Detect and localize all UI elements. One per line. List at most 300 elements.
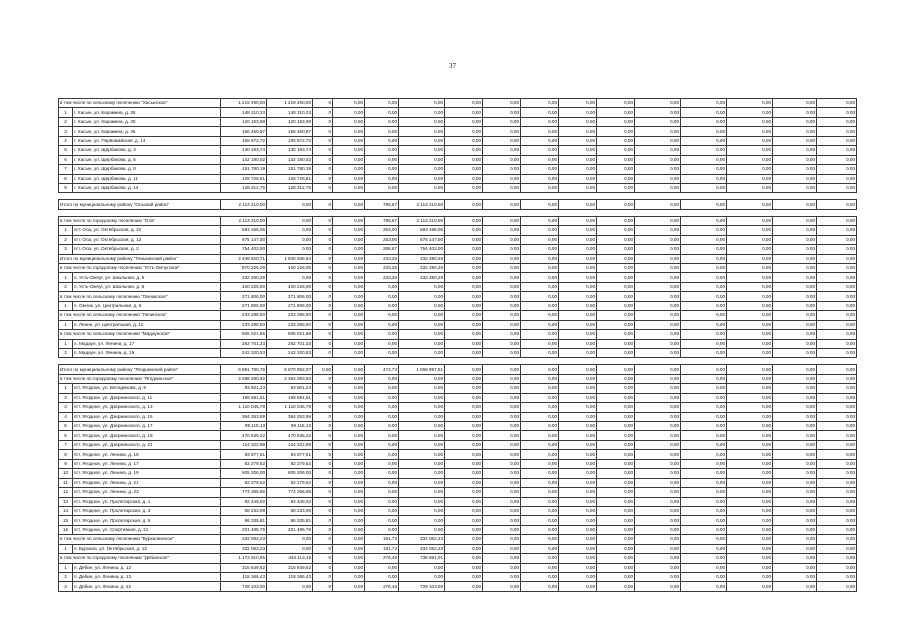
value-cell: 0,00: [635, 393, 681, 402]
value-cell: 0,00: [365, 330, 399, 339]
address-cell: пгт. Ягодное, ул. Дзержинского, д. 17: [73, 422, 221, 431]
value-cell: 0,00: [399, 431, 445, 440]
value-cell: 0,00: [445, 226, 483, 235]
value-cell: 729 103,00: [221, 582, 267, 591]
value-cell: 0,00: [333, 245, 365, 254]
value-cell: 86 335,81: [221, 516, 267, 525]
value-cell: 0,00: [445, 320, 483, 329]
value-cell: 0,00: [521, 348, 559, 357]
value-cell: 0,00: [817, 155, 857, 164]
value-cell: 0,00: [773, 339, 817, 348]
table-body: [59, 99, 857, 592]
value-cell: 0,00: [773, 348, 817, 357]
value-cell: 0,00: [727, 431, 773, 440]
value-cell: 0,00: [817, 99, 857, 108]
value-cell: 130 193,74: [221, 146, 267, 155]
row-number: 1: [59, 320, 73, 329]
value-cell: 0,00: [365, 127, 399, 136]
value-cell: 332 280,29: [221, 273, 267, 282]
value-cell: 0,00: [773, 582, 817, 591]
value-cell: 0,00: [635, 403, 681, 412]
row-number: 9: [59, 459, 73, 468]
value-cell: 0,00: [597, 216, 635, 225]
table-row: [59, 431, 857, 440]
value-cell: 0,00: [559, 403, 597, 412]
value-cell: 0: [313, 146, 333, 155]
value-cell: 0,00: [559, 264, 597, 273]
value-cell: 0,00: [333, 348, 365, 357]
value-cell: 0,00: [597, 582, 635, 591]
value-cell: 0,00: [399, 99, 445, 108]
value-cell: 0,00: [521, 374, 559, 383]
value-cell: 0,00: [445, 254, 483, 263]
value-cell: 2 113 210,00: [399, 216, 445, 225]
value-cell: 86 335,81: [267, 516, 313, 525]
value-cell: 0,00: [635, 146, 681, 155]
value-cell: 0,00: [483, 525, 521, 534]
value-cell: 0,00: [817, 554, 857, 563]
value-cell: 0,00: [727, 339, 773, 348]
value-cell: 0,00: [635, 365, 681, 374]
value-cell: 0,00: [773, 403, 817, 412]
row-number: 7: [59, 440, 73, 449]
value-cell: 0,00: [681, 235, 727, 244]
value-cell: 0,00: [681, 127, 727, 136]
value-cell: 0,00: [817, 582, 857, 591]
value-cell: 0,00: [333, 127, 365, 136]
value-cell: 0,00: [727, 459, 773, 468]
value-cell: 93 501,23: [221, 384, 267, 393]
value-cell: 0,00: [445, 525, 483, 534]
value-cell: 0,00: [727, 226, 773, 235]
value-cell: 0,00: [521, 431, 559, 440]
value-cell: 0: [313, 245, 333, 254]
value-cell: 420 226,00: [267, 282, 313, 291]
value-cell: 0,00: [681, 374, 727, 383]
value-cell: 0,00: [445, 99, 483, 108]
value-cell: 0,00: [521, 563, 559, 572]
value-cell: 0,00: [333, 573, 365, 582]
value-cell: 0,00: [727, 403, 773, 412]
value-cell: 0,00: [399, 488, 445, 497]
value-cell: 0,00: [399, 165, 445, 174]
value-cell: 0,00: [399, 146, 445, 155]
value-cell: 0,00: [483, 573, 521, 582]
table-row: [59, 488, 857, 497]
value-cell: 0: [313, 563, 333, 572]
value-cell: 0,00: [483, 273, 521, 282]
value-cell: 0,00: [635, 450, 681, 459]
value-cell: 0,00: [521, 254, 559, 263]
value-cell: 0,00: [597, 563, 635, 572]
value-cell: 0,00: [365, 292, 399, 301]
value-cell: 0,00: [597, 339, 635, 348]
value-cell: 0,00: [365, 506, 399, 515]
value-cell: 0,00: [333, 488, 365, 497]
value-cell: 93 977,61: [267, 450, 313, 459]
value-cell: 0,00: [817, 273, 857, 282]
value-cell: 0,00: [559, 117, 597, 126]
address-cell: п. Омчак, ул. Центральная, д. 5: [73, 301, 221, 310]
value-cell: 0,00: [773, 320, 817, 329]
table-row: [59, 348, 857, 357]
value-cell: 0,00: [483, 226, 521, 235]
value-cell: 82 279,52: [221, 478, 267, 487]
value-cell: 0,00: [399, 497, 445, 506]
subtotal-row: [59, 292, 857, 301]
value-cell: 0,00: [817, 412, 857, 421]
value-cell: 0,00: [727, 440, 773, 449]
value-cell: 0,00: [727, 200, 773, 209]
value-cell: 0,00: [399, 348, 445, 357]
section-title: в том числе по сельскому поселению "Ленинское": [59, 311, 221, 320]
value-cell: 0: [313, 200, 333, 209]
value-cell: 0,00: [399, 563, 445, 572]
subtotal-row: [59, 330, 857, 339]
address-cell: пгт. Ягодное, ул. Ленина, д. 15: [73, 450, 221, 459]
value-cell: 0,00: [597, 301, 635, 310]
value-cell: 0,00: [483, 174, 521, 183]
value-cell: 0,00: [727, 582, 773, 591]
value-cell: 0,00: [333, 563, 365, 572]
value-cell: 0,00: [817, 226, 857, 235]
value-cell: 124 322,98: [267, 440, 313, 449]
value-cell: 0,00: [681, 245, 727, 254]
value-cell: 774 266,66: [221, 488, 267, 497]
value-cell: 0,00: [773, 165, 817, 174]
value-cell: 0,00: [727, 235, 773, 244]
value-cell: 0,00: [559, 282, 597, 291]
value-cell: 0,00: [773, 469, 817, 478]
value-cell: 0,00: [399, 440, 445, 449]
value-cell: 0,00: [635, 422, 681, 431]
value-cell: 0,00: [399, 478, 445, 487]
value-cell: 0,00: [333, 516, 365, 525]
value-cell: 0,00: [635, 374, 681, 383]
value-cell: 0,00: [483, 146, 521, 155]
value-cell: 332 280,29: [399, 254, 445, 263]
value-cell: 0,00: [773, 264, 817, 273]
value-cell: 0,00: [727, 393, 773, 402]
table-row: [59, 117, 857, 126]
value-cell: 0,00: [817, 339, 857, 348]
value-cell: 0: [313, 348, 333, 357]
value-cell: 0,00: [773, 393, 817, 402]
value-cell: 242 320,53: [267, 348, 313, 357]
value-cell: 82 279,52: [221, 459, 267, 468]
value-cell: 0,00: [267, 235, 313, 244]
value-cell: 0,00: [817, 403, 857, 412]
value-cell: 0,00: [817, 535, 857, 544]
value-cell: 0,00: [681, 535, 727, 544]
value-cell: 0,00: [773, 384, 817, 393]
value-cell: 332 062,23: [399, 535, 445, 544]
value-cell: 0: [313, 384, 333, 393]
address-cell: пгт. Ягодное, ул. Дзержинского, д. 15: [73, 412, 221, 421]
value-cell: 0,00: [445, 136, 483, 145]
address-cell: г. Хасын, ул. Щербакова, д. 5: [73, 155, 221, 164]
value-cell: 420 226,00: [221, 282, 267, 291]
value-cell: 130 193,74: [267, 146, 313, 155]
value-cell: 0,00: [597, 273, 635, 282]
value-cell: 0,00: [597, 146, 635, 155]
value-cell: 0,00: [597, 127, 635, 136]
value-cell: 332 062,23: [221, 535, 267, 544]
value-cell: 0,00: [559, 497, 597, 506]
table-row: [59, 478, 857, 487]
value-cell: 0,00: [773, 301, 817, 310]
value-cell: 0,00: [635, 554, 681, 563]
address-cell: пгт. Ягодное, ул. Спортивная, д. 21: [73, 525, 221, 534]
value-cell: 0,00: [521, 174, 559, 183]
value-cell: 0,00: [521, 282, 559, 291]
row-number: 9: [59, 183, 73, 192]
section-title: в том числе по сельскому поселению "Омчакское": [59, 292, 221, 301]
value-cell: 0,00: [773, 254, 817, 263]
value-cell: 0,00: [333, 282, 365, 291]
address-cell: г. Хасын, ул. Карамина, д. 28: [73, 108, 221, 117]
value-cell: 0,00: [635, 136, 681, 145]
value-cell: 2 354 293,92: [267, 374, 313, 383]
value-cell: 0,00: [559, 226, 597, 235]
value-cell: 0,00: [773, 450, 817, 459]
value-cell: 332 280,29: [399, 273, 445, 282]
value-cell: 0,00: [399, 183, 445, 192]
value-cell: 0,00: [559, 469, 597, 478]
table-row: [59, 108, 857, 117]
row-number: 4: [59, 412, 73, 421]
value-cell: 0,00: [445, 403, 483, 412]
value-cell: 0,00: [445, 412, 483, 421]
value-cell: 0,00: [635, 301, 681, 310]
value-cell: 0,00: [521, 525, 559, 534]
value-cell: 0,00: [445, 146, 483, 155]
value-cell: 0,00: [727, 273, 773, 282]
value-cell: 0,00: [399, 136, 445, 145]
value-cell: 0,00: [727, 516, 773, 525]
address-cell: г. Хасын, ул. Первомайская, д. 14: [73, 136, 221, 145]
value-cell: 151 780,19: [267, 165, 313, 174]
value-cell: 0,00: [727, 497, 773, 506]
value-cell: 0,00: [521, 311, 559, 320]
value-cell: 0,00: [399, 301, 445, 310]
value-cell: 0,00: [445, 292, 483, 301]
value-cell: 0,00: [773, 200, 817, 209]
value-cell: 0,00: [559, 311, 597, 320]
value-cell: 0,00: [635, 582, 681, 591]
value-cell: 0,00: [333, 311, 365, 320]
subtotal-row: [59, 374, 857, 383]
value-cell: 0,00: [635, 440, 681, 449]
value-cell: 0,00: [445, 393, 483, 402]
row-number: 3: [59, 245, 73, 254]
value-cell: 0,00: [365, 573, 399, 582]
row-number: 2: [59, 235, 73, 244]
value-cell: 0,00: [365, 348, 399, 357]
value-cell: 0,00: [681, 573, 727, 582]
value-cell: 2 113 210,00: [221, 200, 267, 209]
table-row: [59, 245, 857, 254]
value-cell: 0,00: [445, 330, 483, 339]
value-cell: 0: [313, 459, 333, 468]
table-row: [59, 226, 857, 235]
value-cell: 0,00: [635, 200, 681, 209]
value-cell: 0,00: [559, 506, 597, 515]
value-cell: 1 940 336,54: [267, 254, 313, 263]
value-cell: 271 806,00: [267, 301, 313, 310]
address-cell: г. Хасын, ул. Карамина, д. 40: [73, 117, 221, 126]
address-cell: пгт. Ола, ул. Октябрьская, д. 2: [73, 245, 221, 254]
value-cell: 0,00: [597, 450, 635, 459]
value-cell: 0,00: [681, 348, 727, 357]
value-cell: 0,00: [681, 469, 727, 478]
table-row: [59, 412, 857, 421]
address-cell: п. Дебин, ул. Ленина, д. 22: [73, 582, 221, 591]
value-cell: 0,00: [365, 165, 399, 174]
value-cell: 0,00: [521, 245, 559, 254]
value-cell: 82 279,52: [267, 459, 313, 468]
value-cell: 0,00: [559, 146, 597, 155]
value-cell: 0,00: [483, 216, 521, 225]
value-cell: 774 266,66: [267, 488, 313, 497]
value-cell: 0,00: [483, 582, 521, 591]
value-cell: 0,00: [727, 146, 773, 155]
value-cell: 0,00: [773, 99, 817, 108]
value-cell: 0,00: [559, 374, 597, 383]
section-title: в том числе по городскому поселению "Ягоднинское": [59, 374, 221, 383]
value-cell: 420 226,00: [267, 264, 313, 273]
section-title: в том числе по сельскому поселению "Хасынское": [59, 99, 221, 108]
row-number: 3: [59, 127, 73, 136]
value-cell: 0,00: [445, 200, 483, 209]
value-cell: 0,00: [483, 108, 521, 117]
value-cell: 0,00: [681, 108, 727, 117]
value-cell: 0,00: [333, 155, 365, 164]
value-cell: 233 288,50: [221, 320, 267, 329]
value-cell: 0,00: [365, 450, 399, 459]
value-cell: 0,00: [483, 544, 521, 553]
value-cell: 0,00: [365, 422, 399, 431]
value-cell: 0,00: [817, 117, 857, 126]
value-cell: 0,00: [597, 488, 635, 497]
value-cell: 0,00: [727, 127, 773, 136]
value-cell: 0,00: [365, 174, 399, 183]
value-cell: 0,00: [365, 393, 399, 402]
value-cell: 0,00: [635, 431, 681, 440]
value-cell: 271 806,00: [221, 292, 267, 301]
value-cell: 0,00: [597, 506, 635, 515]
value-cell: 0: [313, 573, 333, 582]
value-cell: 0,00: [333, 554, 365, 563]
value-cell: 0,00: [597, 365, 635, 374]
value-cell: 93 501,23: [267, 384, 313, 393]
value-cell: 0: [313, 264, 333, 273]
value-cell: 0,00: [521, 544, 559, 553]
value-cell: 0,00: [483, 235, 521, 244]
value-cell: 0,00: [597, 544, 635, 553]
value-cell: 0,00: [773, 117, 817, 126]
value-cell: 0,00: [681, 365, 727, 374]
value-cell: 58 233,08: [221, 506, 267, 515]
value-cell: 332 062,23: [399, 544, 445, 553]
value-cell: 0,00: [333, 478, 365, 487]
value-cell: 0,00: [817, 506, 857, 515]
table-row: [59, 339, 857, 348]
value-cell: 0,00: [445, 544, 483, 553]
address-cell: г. Хасын, ул. Щербакова, д. 3: [73, 146, 221, 155]
value-cell: 0,00: [559, 254, 597, 263]
value-cell: 0,00: [681, 174, 727, 183]
value-cell: 0,00: [773, 245, 817, 254]
value-cell: 0,00: [483, 422, 521, 431]
value-cell: 0,00: [773, 374, 817, 383]
value-cell: 0,00: [635, 183, 681, 192]
row-number: 5: [59, 146, 73, 155]
table-row: [59, 146, 857, 155]
value-cell: 870 226,29: [221, 264, 267, 273]
value-cell: 0,00: [483, 311, 521, 320]
value-cell: 0,00: [681, 226, 727, 235]
section-title: в том числе по сельскому поселению "Мадаунское": [59, 330, 221, 339]
table-row: [59, 497, 857, 506]
value-cell: 0,00: [681, 403, 727, 412]
value-cell: 0,00: [635, 226, 681, 235]
value-cell: 0,00: [399, 108, 445, 117]
value-cell: 2 113 210,00: [399, 200, 445, 209]
value-cell: 0: [313, 403, 333, 412]
value-cell: 0,00: [445, 273, 483, 282]
address-cell: п. Бурхала, ул. Октябрьская, д. 12: [73, 544, 221, 553]
value-cell: 0,00: [635, 535, 681, 544]
value-cell: 0,00: [445, 183, 483, 192]
value-cell: 0,00: [559, 393, 597, 402]
value-cell: 0,00: [817, 320, 857, 329]
value-cell: 0,00: [635, 273, 681, 282]
value-cell: 0,00: [521, 365, 559, 374]
value-cell: 0,00: [483, 450, 521, 459]
value-cell: 0: [313, 301, 333, 310]
value-cell: 0,00: [727, 506, 773, 515]
value-cell: 142 190,02: [221, 155, 267, 164]
value-cell: 0,00: [773, 155, 817, 164]
value-cell: 0,00: [597, 348, 635, 357]
row-number: 10: [59, 469, 73, 478]
value-cell: 0,00: [559, 535, 597, 544]
value-cell: 0,00: [521, 554, 559, 563]
value-cell: 233 288,50: [267, 320, 313, 329]
value-cell: 151 780,19: [221, 165, 267, 174]
subtotal-row: [59, 554, 857, 563]
page-number: 37: [449, 62, 456, 70]
value-cell: 0,00: [333, 403, 365, 412]
value-cell: 0,00: [333, 582, 365, 591]
value-cell: 0,00: [365, 525, 399, 534]
value-cell: 0,00: [559, 459, 597, 468]
value-cell: 92 449,02: [221, 497, 267, 506]
value-cell: 0,00: [635, 254, 681, 263]
value-cell: 0,00: [817, 235, 857, 244]
value-cell: 0,00: [483, 245, 521, 254]
value-cell: 0,00: [727, 216, 773, 225]
value-cell: 0,00: [365, 563, 399, 572]
value-cell: 0,00: [365, 301, 399, 310]
value-cell: 0,00: [597, 497, 635, 506]
value-cell: 0,00: [521, 320, 559, 329]
value-cell: 0,00: [727, 99, 773, 108]
spacer-row: [59, 193, 857, 200]
table-row: [59, 165, 857, 174]
row-number: 1: [59, 273, 73, 282]
